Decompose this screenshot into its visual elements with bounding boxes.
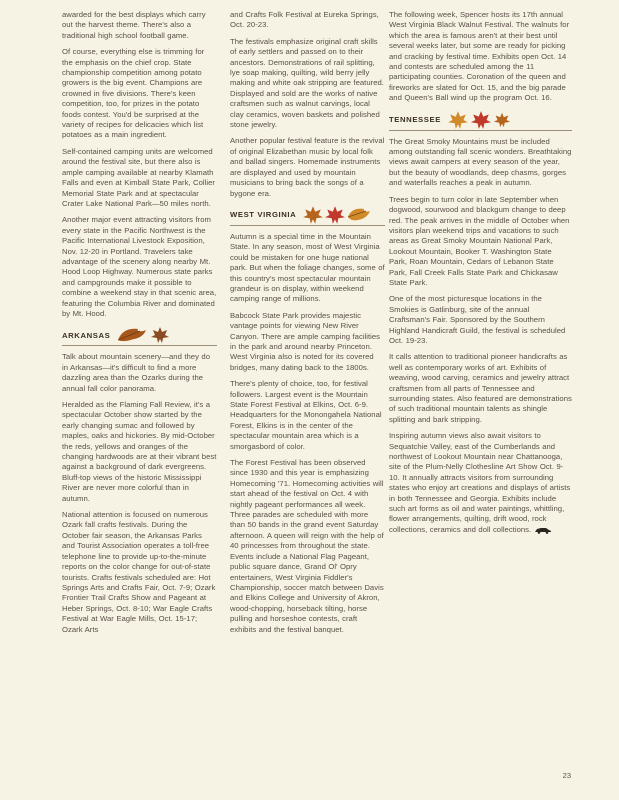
paragraph: The festivals emphasize original craft skills of early settlers and passed on to their ancestors. Demonstrations of rail splitting, lye soap making, quilting, wild berry jelly making and white oak stripping are featured. Displayed and sold are the works of native craftsmen such as walnut carvings, local clay ceramics, woven baskets and polished stone jewelry. bbox=[230, 36, 384, 130]
paragraph: Another major event attracting visitors from every state in the Pacific Northwest is the Pacific International Livestock Exposition, Nov. 12-20 in Portland. Travelers take advantage of the scenery along nearby Mt. Hood Loop Highway. Numerous state parks and campgrounds make it possible to combine a weekend stay in that scenic area, featuring the Columbia River and dominated by Mt. Hood. bbox=[62, 215, 217, 318]
paragraph bbox=[389, 431, 572, 535]
paragraph: The Forest Festival has been observed since 1930 and this year is emphasizing Homecoming '71. Homecoming activities will start ahead of the festival on Oct. 4 with nightly pageant performances all week. Three parades are scheduled with more than 50 bands in the grand event Saturday afternoon. A queen will reign with the help of 40 princesses from throughout the state. Events include a National Flag Pageant, public square dance, Grand Ol' Opry entertainers, West Virginia Fiddler's Championship, soccer match between Davis and Elkins College and University of Akron, wood-chopping, horseback tilting, horse pulling and horseshoe contests, craft exhibits and the festival banquet. bbox=[230, 458, 384, 634]
paragraph: Heralded as the Flaming Fall Review, it's a spectacular October show started by the early changing sumac and followed by maples, oaks and hickories. By mid-October the reds, yellows and oranges of the changing hardwoods are at their vibrant best against a background of dark evergreens. Bluff-top views of the historic Mississippi River are never more colorful than in autumn. bbox=[62, 400, 217, 503]
maple-leaf-icon bbox=[493, 111, 511, 129]
section-heading-tennessee bbox=[389, 110, 572, 131]
paragraph: Talk about mountain scenery—and they do in Arkansas—it's difficult to find a more dazzling area than the Ozarks during the annual fall color panorama. bbox=[62, 352, 211, 393]
paragraph: It calls attention to traditional pioneer handicrafts as well as contemporary works of art. Exhibits of weaving, wood carving, ceramics and jewelry attract craftsmen from all parts of Tennessee and surrounding states. Also featured are demonstrations of such traditional mountain talents as shingle splitting and bark stripping. bbox=[389, 352, 572, 424]
paragraph: Autumn is a special time in the Mountain State. In any season, most of West Virginia could be mistaken for one huge national park. But when the foliage changes, some of this country's most spectacular mountain grandeur is on display, within weekend camping range of millions. bbox=[230, 231, 385, 304]
maple-leaf-icon bbox=[150, 326, 170, 344]
maple-leaf-icon bbox=[447, 110, 469, 130]
oak-leaf-icon bbox=[346, 205, 372, 225]
paragraph: The Great Smoky Mountains must be included among outstanding fall scenic wonders. Breathtaking views await campers at every season of the year, but the beauty of woodlands, deep chasms, gorges and waterfalls reaches a peak in autumn. bbox=[389, 136, 572, 188]
section-heading-arkansas bbox=[62, 325, 217, 346]
paragraph: Of course, everything else is trimming for the emphasis on the chief crop. State championship competition among potato growers is the big event. Champions are crowned in five divisions. There's keen competition, too, for prizes in the potato foods contest. You'd be surprised at the variety of recipes for delicacies which list potatoes as a main ingredient. bbox=[62, 47, 205, 140]
maple-leaf-icon bbox=[469, 110, 493, 130]
maple-leaf-icon bbox=[302, 205, 324, 225]
paragraph: National attention is focused on numerous Ozark fall crafts festivals. During the October fair season, the Arkansas Parks and Tourist Association operates a toll-free telephone line to provide up-to-the-minute reports on the color change for out-of-state tourists. Crafts festivals scheduled are: Hot Springs Arts and Crafts Fair, Oct. 7-9; Ozark Frontier Trail Crafts Show and Pageant at Heber Springs, Oct. 8-10; War Eagle Crafts Festival at War Eagle Mills, Oct. 15-17; Ozark Arts bbox=[62, 510, 216, 634]
paragraph: Trees begin to turn color in late September when dogwood, sourwood and blackgum change to deep red. The peak arrives in the middle of October when visitors plan weekend trips and vacations to such areas as Great Smoky Mountain National Park, Lookout Mountain, Booker T. Washington State Park, Roan Mountain, Cedars of Lebanon State Park, Fall Creek Falls State Park and Chickasaw State Park. bbox=[389, 194, 570, 287]
text-column-2 bbox=[230, 10, 385, 641]
paragraph: The following week, Spencer hosts its 17th annual West Virginia Black Walnut Festival. The walnuts for which the area is famous aren't at their best until several weeks later, but some are ready for picking and cracking by festival time. Exhibits open Oct. 14 and contests are scheduled among the 11 participating counties. Coronation of the queen and fireworks are slated for Oct. 15, and the big parade and Queen's Ball wind up the program Oct. 16. bbox=[389, 10, 570, 103]
autumn-leaves-illustration bbox=[302, 205, 372, 225]
paragraph: and Crafts Folk Festival at Eureka Springs, Oct. 20-23. bbox=[230, 10, 379, 30]
paragraph: awarded for the best displays which carry out the harvest theme. There's also a traditional high school football game. bbox=[62, 10, 206, 40]
car-icon bbox=[534, 526, 552, 534]
section-title: TENNESSEE bbox=[389, 115, 441, 125]
oak-leaf-icon bbox=[116, 326, 150, 344]
text-column-3 bbox=[389, 10, 572, 541]
paragraph: Another popular festival feature is the revival of original Elizabethan music by local folk and ballad singers. Homemade instruments are displayed and used by mountain musicians to bring back the songs of a bygone era. bbox=[230, 136, 385, 198]
section-title: ARKANSAS bbox=[62, 330, 111, 340]
paragraph: One of the most picturesque locations in the Smokies is Gatlinburg, site of the annual Craftsman's Fair. Sponsored by the Southern Highland Handicraft Guild, the festival is scheduled Oct. 19-23. bbox=[389, 294, 566, 345]
text-column-1 bbox=[62, 10, 217, 641]
paragraph: Self-contained camping units are welcomed around the festival site, but there also is ample camping available at nearby Klamath Falls and even at Kimball State Park, Collier Memorial State Park and at spectacular Crater Lake National Park—50 miles north. bbox=[62, 146, 215, 208]
autumn-leaves-illustration bbox=[447, 110, 511, 130]
paragraph: There's plenty of choice, too, for festival followers. Largest event is the Mountain State Forest Festival at Elkins, Oct. 6-9. Headquarters for the Monongahela National Forest, Elkins is in the center of the spectacular mountain area which is a smorgasbord of color. bbox=[230, 379, 382, 451]
autumn-leaves-illustration bbox=[116, 326, 170, 344]
page-number: 23 bbox=[562, 771, 571, 780]
paragraph: Babcock State Park provides majestic vantage points for viewing New River Canyon. There are ample camping facilities in the park and around nearby Princeton. West Virginia also is noted for its covered bridges, many dating back to the 1800s. bbox=[230, 310, 381, 372]
maple-leaf-icon bbox=[324, 205, 346, 225]
section-heading-west-virginia bbox=[230, 205, 385, 226]
paragraph-text: Inspiring autumn views also await visitors to Sequatchie Valley, east of the Cumberlands and northwest of Lookout Mountain near Chattanooga, site of the Plum-Nelly Clothesline Art Show Oct. 9-10. It annually attracts visitors from surrounding states who enjoy art creations and displays of artists in both Tennessee and Georgia. Exhibits include such art forms as oil and water paintings, whittling, flower arrangements, quilting, drift wood, rock collections, ceramics and doll collections. bbox=[389, 431, 571, 534]
section-title: WEST VIRGINIA bbox=[230, 210, 297, 220]
